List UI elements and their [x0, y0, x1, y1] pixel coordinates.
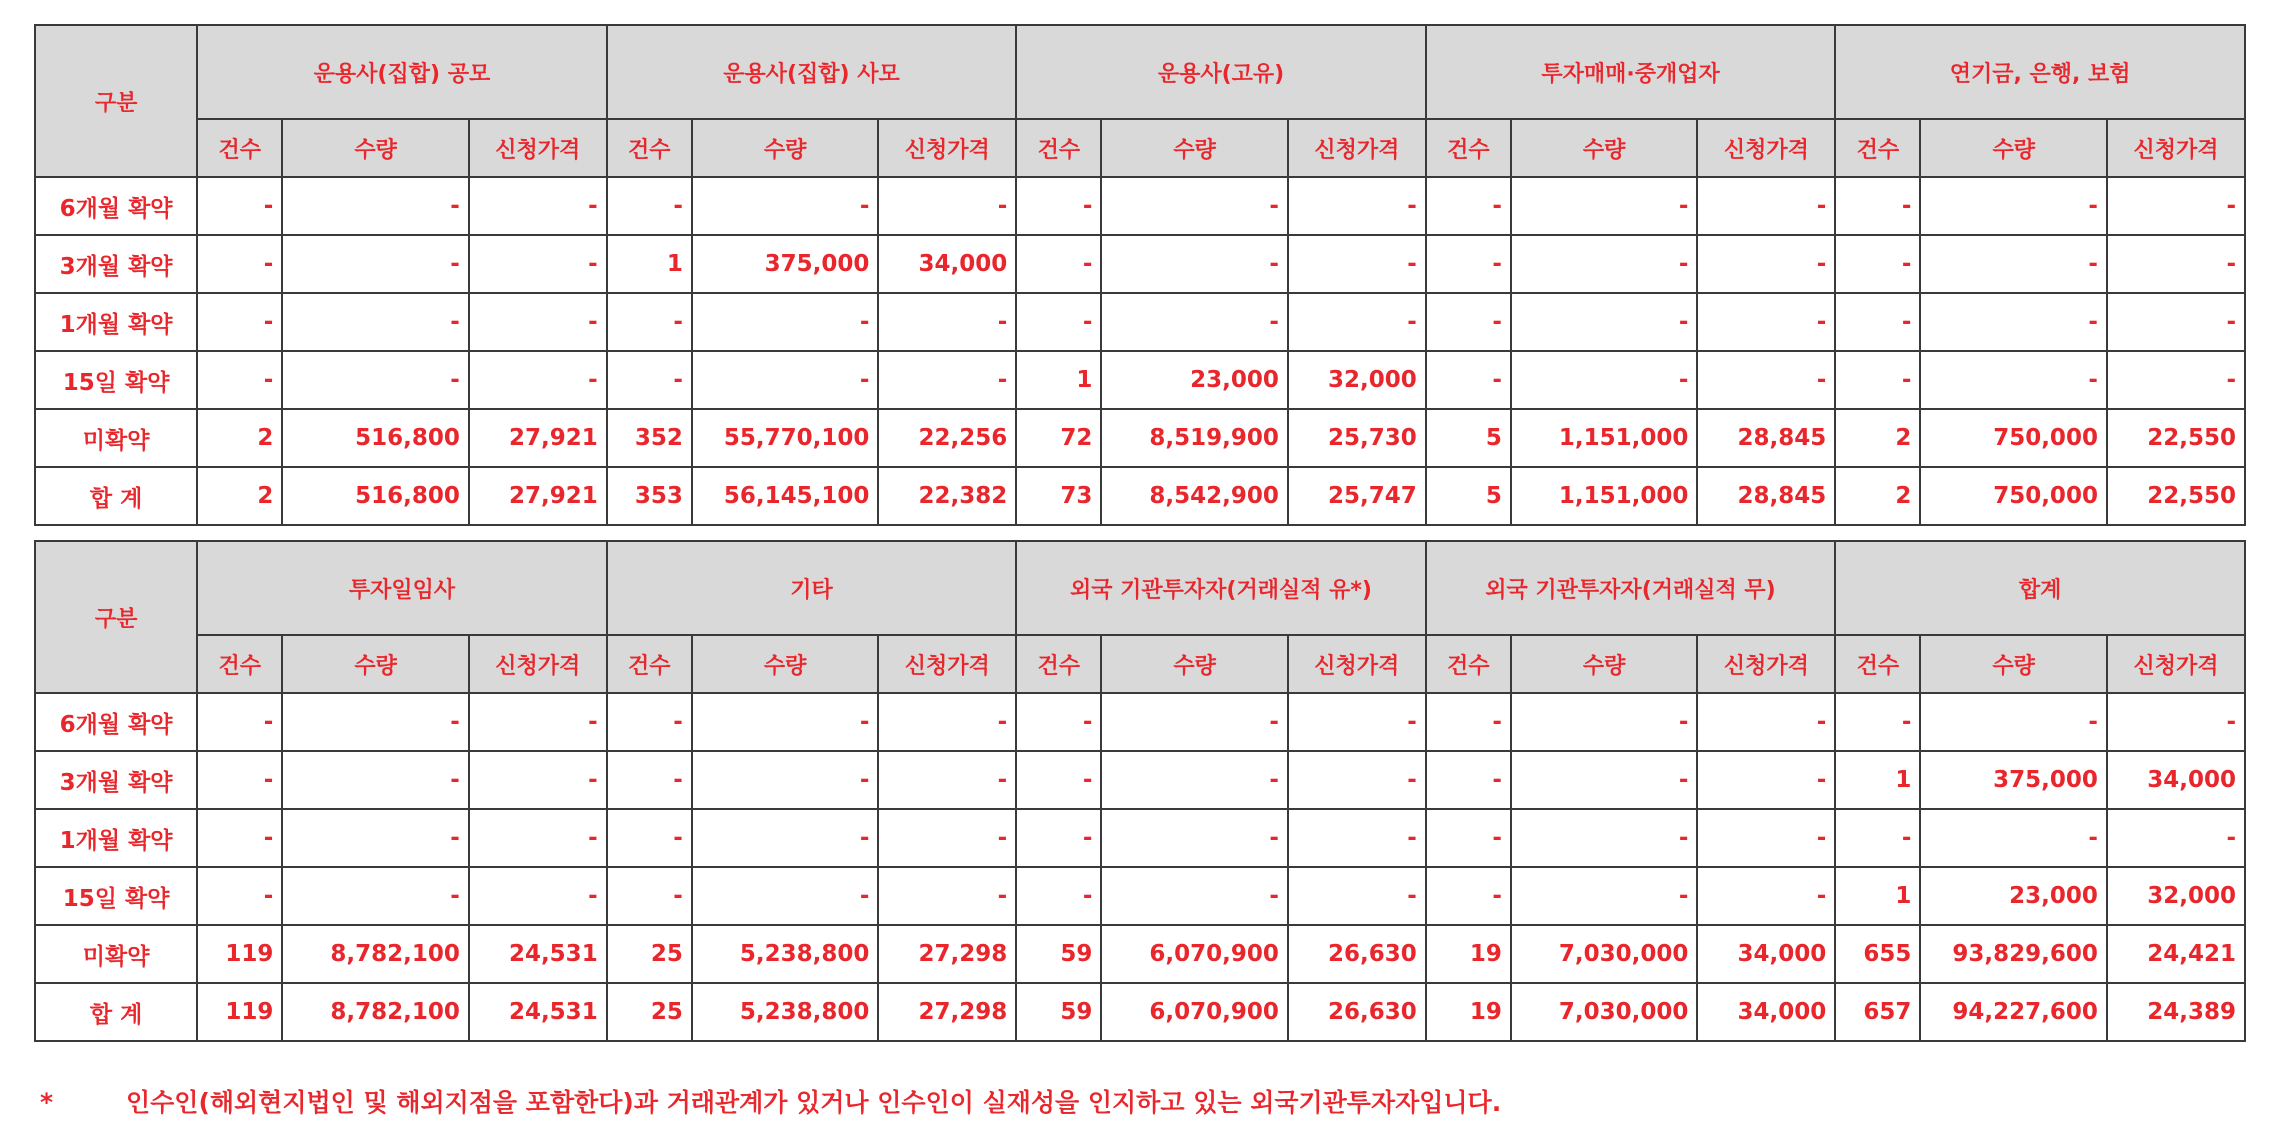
- cell-price: -: [469, 751, 607, 809]
- cell-price: 32,000: [2107, 867, 2245, 925]
- cell-count: -: [607, 177, 692, 235]
- cell-price: 32,000: [1288, 351, 1426, 409]
- cell-qty: 6,070,900: [1101, 983, 1288, 1041]
- cell-price: 28,845: [1697, 409, 1835, 467]
- cell-qty: 7,030,000: [1511, 983, 1698, 1041]
- cell-count: -: [197, 293, 282, 351]
- cell-price: -: [1288, 235, 1426, 293]
- cell-price: 22,550: [2107, 409, 2245, 467]
- cell-count: -: [197, 177, 282, 235]
- cell-qty: -: [692, 293, 879, 351]
- cell-qty: 23,000: [1920, 867, 2107, 925]
- cell-price: -: [878, 351, 1016, 409]
- cell-qty: -: [1101, 751, 1288, 809]
- group-header: 기타: [607, 541, 1017, 635]
- cell-price: -: [878, 293, 1016, 351]
- cell-qty: 375,000: [1920, 751, 2107, 809]
- column-header-price: 신청가격: [878, 635, 1016, 693]
- cell-qty: -: [1920, 235, 2107, 293]
- group-header: 합계: [1835, 541, 2245, 635]
- cell-qty: -: [1101, 693, 1288, 751]
- cell-qty: 375,000: [692, 235, 879, 293]
- group-header-row: [35, 25, 2245, 119]
- cell-qty: -: [1920, 293, 2107, 351]
- cell-count: -: [1016, 867, 1101, 925]
- column-header-qty: 수량: [692, 119, 879, 177]
- cell-count: 5: [1426, 409, 1511, 467]
- cell-count: -: [1426, 351, 1511, 409]
- group-header: 외국 기관투자자(거래실적 유*): [1016, 541, 1426, 635]
- cell-qty: 23,000: [1101, 351, 1288, 409]
- cell-price: -: [2107, 293, 2245, 351]
- cell-count: -: [1835, 693, 1920, 751]
- cell-price: 22,382: [878, 467, 1016, 525]
- row-label: 6개월 확약: [35, 693, 197, 751]
- cell-count: -: [197, 693, 282, 751]
- cell-price: 34,000: [1697, 983, 1835, 1041]
- cell-qty: -: [282, 177, 469, 235]
- group-header: 외국 기관투자자(거래실적 무): [1426, 541, 1836, 635]
- cell-qty: -: [1101, 809, 1288, 867]
- column-header-price: 신청가격: [469, 119, 607, 177]
- cell-price: -: [1697, 177, 1835, 235]
- cell-price: 25,730: [1288, 409, 1426, 467]
- cell-qty: 516,800: [282, 467, 469, 525]
- cell-qty: -: [1920, 693, 2107, 751]
- column-header-count: 건수: [197, 635, 282, 693]
- cell-price: 34,000: [878, 235, 1016, 293]
- column-header-qty: 수량: [282, 119, 469, 177]
- table-row: [35, 925, 2245, 983]
- cell-qty: -: [1511, 235, 1698, 293]
- table-row: [35, 867, 2245, 925]
- cell-price: -: [1288, 751, 1426, 809]
- allocation-table-2: [34, 540, 2246, 1042]
- tables-container: [34, 24, 2246, 1042]
- row-label: 합 계: [35, 983, 197, 1041]
- column-header-qty: 수량: [1920, 635, 2107, 693]
- cell-qty: 516,800: [282, 409, 469, 467]
- table-row: [35, 293, 2245, 351]
- cell-count: -: [1426, 235, 1511, 293]
- cell-price: 27,298: [878, 925, 1016, 983]
- cell-price: -: [1697, 293, 1835, 351]
- footnote: [40, 1083, 1501, 1119]
- cell-qty: 8,782,100: [282, 925, 469, 983]
- cell-price: -: [878, 867, 1016, 925]
- table-row: [35, 351, 2245, 409]
- cell-qty: 56,145,100: [692, 467, 879, 525]
- cell-count: 25: [607, 983, 692, 1041]
- row-label: 미확약: [35, 925, 197, 983]
- cell-count: -: [607, 751, 692, 809]
- cell-qty: -: [692, 751, 879, 809]
- cell-qty: -: [1920, 809, 2107, 867]
- cell-price: -: [1697, 351, 1835, 409]
- cell-count: -: [1426, 177, 1511, 235]
- row-label: 3개월 확약: [35, 751, 197, 809]
- cell-price: -: [469, 867, 607, 925]
- cell-qty: 5,238,800: [692, 983, 879, 1041]
- row-label: 1개월 확약: [35, 809, 197, 867]
- cell-price: -: [469, 809, 607, 867]
- column-header-row: [35, 119, 2245, 177]
- cell-price: -: [469, 351, 607, 409]
- cell-qty: -: [282, 235, 469, 293]
- cell-qty: -: [1101, 867, 1288, 925]
- cell-qty: 55,770,100: [692, 409, 879, 467]
- cell-qty: -: [282, 867, 469, 925]
- cell-price: -: [1697, 693, 1835, 751]
- footnote-text: 인수인(해외현지법인 및 해외지점을 포함한다)과 거래관계가 있거나 인수인이 실재성을 인지하고 있는 외국기관투자자입니다.: [126, 1088, 1502, 1117]
- corner-header: 구분: [35, 541, 197, 693]
- cell-price: 34,000: [1697, 925, 1835, 983]
- column-header-price: 신청가격: [878, 119, 1016, 177]
- cell-count: 19: [1426, 925, 1511, 983]
- cell-price: 28,845: [1697, 467, 1835, 525]
- group-header: 운용사(집합) 공모: [197, 25, 607, 119]
- cell-qty: -: [1511, 751, 1698, 809]
- cell-count: 353: [607, 467, 692, 525]
- cell-count: 72: [1016, 409, 1101, 467]
- column-header-qty: 수량: [1101, 119, 1288, 177]
- cell-count: -: [1835, 177, 1920, 235]
- cell-qty: 8,542,900: [1101, 467, 1288, 525]
- column-header-qty: 수량: [1101, 635, 1288, 693]
- corner-header: 구분: [35, 25, 197, 177]
- allocation-table-1: [34, 24, 2246, 526]
- cell-qty: -: [1920, 177, 2107, 235]
- cell-count: -: [1426, 751, 1511, 809]
- group-header: 운용사(고유): [1016, 25, 1426, 119]
- cell-qty: -: [282, 293, 469, 351]
- cell-price: 24,421: [2107, 925, 2245, 983]
- cell-count: 2: [1835, 467, 1920, 525]
- cell-qty: -: [1511, 809, 1698, 867]
- table-row: [35, 983, 2245, 1041]
- row-label: 1개월 확약: [35, 293, 197, 351]
- row-label: 3개월 확약: [35, 235, 197, 293]
- cell-qty: 750,000: [1920, 409, 2107, 467]
- cell-qty: 1,151,000: [1511, 467, 1698, 525]
- row-label: 6개월 확약: [35, 177, 197, 235]
- cell-qty: 5,238,800: [692, 925, 879, 983]
- cell-count: -: [197, 351, 282, 409]
- column-header-price: 신청가격: [1697, 635, 1835, 693]
- cell-qty: -: [1920, 351, 2107, 409]
- column-header-qty: 수량: [282, 635, 469, 693]
- cell-count: 352: [607, 409, 692, 467]
- cell-price: -: [1288, 867, 1426, 925]
- cell-qty: 1,151,000: [1511, 409, 1698, 467]
- cell-count: 19: [1426, 983, 1511, 1041]
- cell-qty: 6,070,900: [1101, 925, 1288, 983]
- cell-count: -: [1016, 293, 1101, 351]
- cell-price: -: [469, 293, 607, 351]
- cell-qty: -: [1511, 351, 1698, 409]
- cell-count: 119: [197, 925, 282, 983]
- cell-qty: -: [1511, 693, 1698, 751]
- cell-count: 657: [1835, 983, 1920, 1041]
- cell-price: -: [469, 235, 607, 293]
- table-row: [35, 693, 2245, 751]
- cell-price: 25,747: [1288, 467, 1426, 525]
- cell-count: 59: [1016, 983, 1101, 1041]
- table-row: [35, 409, 2245, 467]
- cell-qty: -: [1511, 293, 1698, 351]
- column-header-count: 건수: [607, 119, 692, 177]
- cell-price: -: [1288, 809, 1426, 867]
- column-header-price: 신청가격: [1288, 119, 1426, 177]
- cell-count: -: [197, 867, 282, 925]
- cell-qty: -: [282, 751, 469, 809]
- cell-price: 24,531: [469, 983, 607, 1041]
- column-header-price: 신청가격: [2107, 635, 2245, 693]
- cell-qty: 750,000: [1920, 467, 2107, 525]
- cell-count: -: [197, 751, 282, 809]
- cell-price: -: [878, 809, 1016, 867]
- column-header-count: 건수: [1016, 635, 1101, 693]
- cell-qty: -: [692, 809, 879, 867]
- cell-count: 1: [607, 235, 692, 293]
- cell-count: -: [1426, 867, 1511, 925]
- cell-qty: -: [1101, 177, 1288, 235]
- cell-count: -: [1016, 751, 1101, 809]
- cell-count: 5: [1426, 467, 1511, 525]
- cell-qty: -: [1511, 867, 1698, 925]
- column-header-price: 신청가격: [1697, 119, 1835, 177]
- column-header-qty: 수량: [1511, 119, 1698, 177]
- cell-count: -: [607, 351, 692, 409]
- cell-price: -: [1288, 293, 1426, 351]
- cell-count: -: [1426, 693, 1511, 751]
- cell-count: 1: [1835, 867, 1920, 925]
- cell-count: 655: [1835, 925, 1920, 983]
- cell-qty: 8,782,100: [282, 983, 469, 1041]
- cell-price: 24,389: [2107, 983, 2245, 1041]
- column-header-qty: 수량: [1511, 635, 1698, 693]
- row-label: 미확약: [35, 409, 197, 467]
- column-header-price: 신청가격: [1288, 635, 1426, 693]
- cell-price: -: [469, 693, 607, 751]
- column-header-count: 건수: [1016, 119, 1101, 177]
- cell-count: -: [1426, 293, 1511, 351]
- cell-price: -: [878, 693, 1016, 751]
- cell-price: 34,000: [2107, 751, 2245, 809]
- column-header-price: 신청가격: [469, 635, 607, 693]
- cell-count: -: [1016, 177, 1101, 235]
- cell-qty: 93,829,600: [1920, 925, 2107, 983]
- cell-qty: -: [692, 351, 879, 409]
- cell-price: -: [2107, 351, 2245, 409]
- cell-qty: 94,227,600: [1920, 983, 2107, 1041]
- footnote-marker: *: [40, 1088, 54, 1117]
- cell-price: -: [2107, 809, 2245, 867]
- table-row: [35, 235, 2245, 293]
- cell-price: -: [1697, 235, 1835, 293]
- cell-qty: -: [282, 351, 469, 409]
- cell-price: 24,531: [469, 925, 607, 983]
- cell-count: 1: [1835, 751, 1920, 809]
- cell-qty: -: [1101, 293, 1288, 351]
- cell-price: -: [1288, 177, 1426, 235]
- column-header-row: [35, 635, 2245, 693]
- row-label: 15일 확약: [35, 351, 197, 409]
- column-header-count: 건수: [1426, 635, 1511, 693]
- cell-count: -: [1835, 809, 1920, 867]
- cell-price: 26,630: [1288, 983, 1426, 1041]
- cell-count: 59: [1016, 925, 1101, 983]
- cell-price: -: [1288, 693, 1426, 751]
- cell-count: -: [607, 867, 692, 925]
- cell-price: -: [1697, 751, 1835, 809]
- cell-price: 26,630: [1288, 925, 1426, 983]
- cell-count: -: [607, 809, 692, 867]
- column-header-count: 건수: [1835, 119, 1920, 177]
- cell-count: 119: [197, 983, 282, 1041]
- cell-price: -: [878, 751, 1016, 809]
- cell-count: -: [197, 809, 282, 867]
- cell-qty: -: [1511, 177, 1698, 235]
- group-header: 투자일임사: [197, 541, 607, 635]
- cell-count: -: [197, 235, 282, 293]
- column-header-qty: 수량: [1920, 119, 2107, 177]
- table-row: [35, 177, 2245, 235]
- cell-qty: -: [692, 177, 879, 235]
- cell-count: -: [1835, 235, 1920, 293]
- column-header-qty: 수량: [692, 635, 879, 693]
- cell-count: -: [1835, 351, 1920, 409]
- cell-price: -: [2107, 693, 2245, 751]
- cell-price: 27,921: [469, 467, 607, 525]
- cell-price: -: [1697, 809, 1835, 867]
- cell-price: -: [1697, 867, 1835, 925]
- cell-price: 22,550: [2107, 467, 2245, 525]
- cell-qty: -: [282, 809, 469, 867]
- cell-count: -: [607, 293, 692, 351]
- table-row: [35, 467, 2245, 525]
- cell-price: -: [469, 177, 607, 235]
- cell-count: -: [1016, 235, 1101, 293]
- group-header: 운용사(집합) 사모: [607, 25, 1017, 119]
- cell-count: 2: [1835, 409, 1920, 467]
- column-header-count: 건수: [607, 635, 692, 693]
- row-label: 15일 확약: [35, 867, 197, 925]
- cell-qty: -: [692, 867, 879, 925]
- cell-count: 25: [607, 925, 692, 983]
- cell-count: -: [1835, 293, 1920, 351]
- cell-qty: 8,519,900: [1101, 409, 1288, 467]
- column-header-count: 건수: [1835, 635, 1920, 693]
- cell-count: -: [1016, 809, 1101, 867]
- cell-price: -: [2107, 177, 2245, 235]
- cell-count: 1: [1016, 351, 1101, 409]
- cell-price: 22,256: [878, 409, 1016, 467]
- table-row: [35, 751, 2245, 809]
- column-header-price: 신청가격: [2107, 119, 2245, 177]
- group-header-row: [35, 541, 2245, 635]
- group-header: 투자매매·중개업자: [1426, 25, 1836, 119]
- cell-count: 73: [1016, 467, 1101, 525]
- group-header: 연기금, 은행, 보험: [1835, 25, 2245, 119]
- cell-price: -: [878, 177, 1016, 235]
- cell-qty: -: [282, 693, 469, 751]
- cell-qty: 7,030,000: [1511, 925, 1698, 983]
- column-header-count: 건수: [1426, 119, 1511, 177]
- row-label: 합 계: [35, 467, 197, 525]
- cell-qty: -: [692, 693, 879, 751]
- cell-count: 2: [197, 409, 282, 467]
- cell-qty: -: [1101, 235, 1288, 293]
- cell-count: -: [607, 693, 692, 751]
- column-header-count: 건수: [197, 119, 282, 177]
- cell-count: -: [1016, 693, 1101, 751]
- cell-count: -: [1426, 809, 1511, 867]
- cell-price: 27,298: [878, 983, 1016, 1041]
- table-row: [35, 809, 2245, 867]
- cell-count: 2: [197, 467, 282, 525]
- cell-price: 27,921: [469, 409, 607, 467]
- cell-price: -: [2107, 235, 2245, 293]
